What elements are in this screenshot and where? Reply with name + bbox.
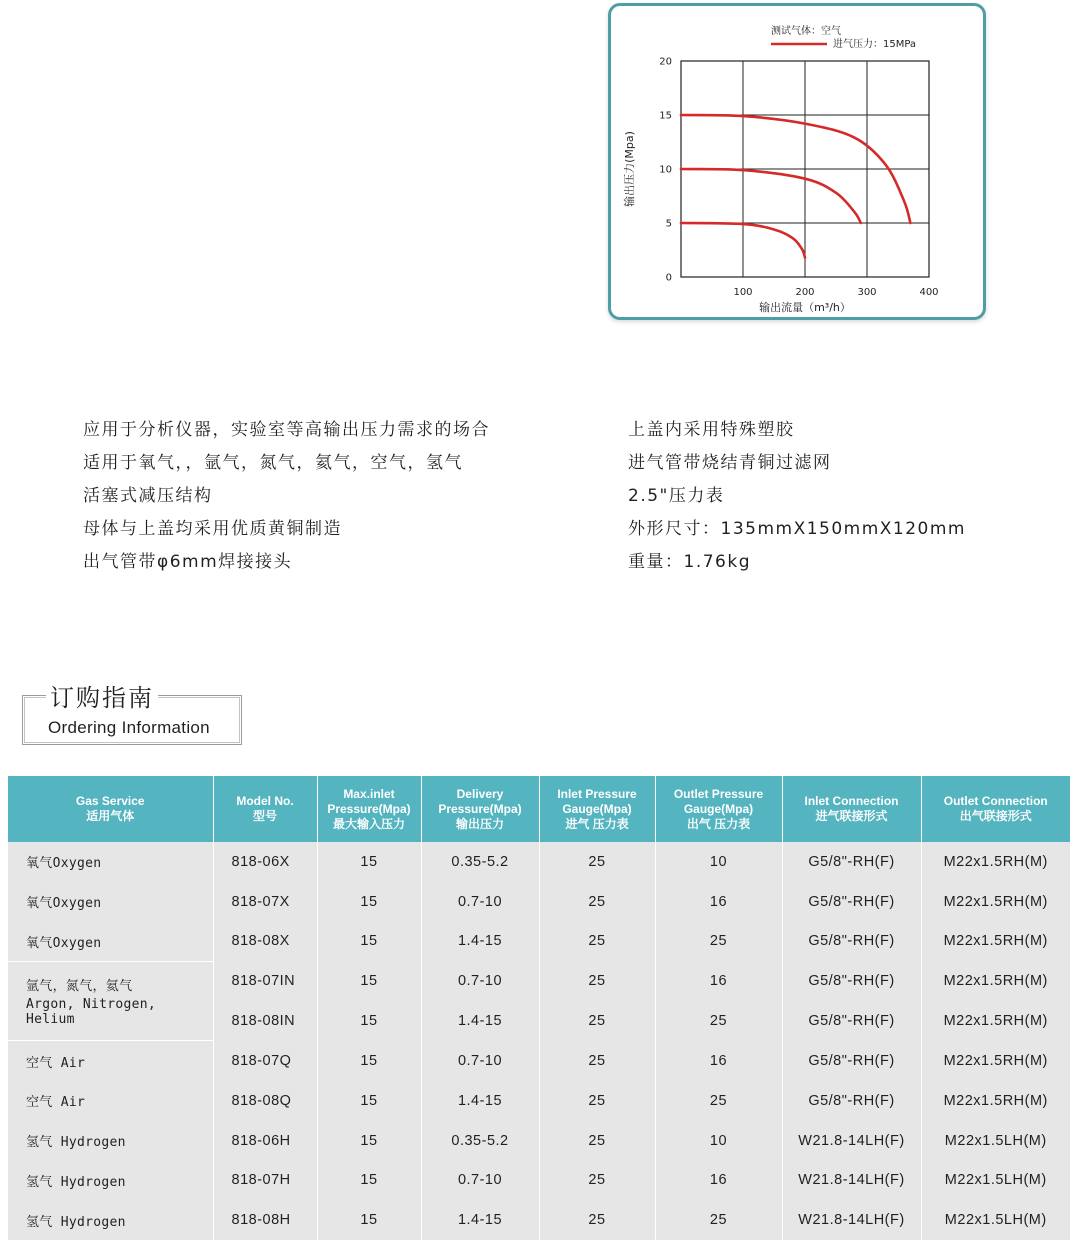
delivery-cell: 0.7-10 bbox=[421, 962, 539, 1002]
y-tick-label: 15 bbox=[659, 110, 672, 122]
outlet-gauge-cell: 25 bbox=[655, 1200, 782, 1240]
delivery-cell: 0.7-10 bbox=[421, 1041, 539, 1081]
inlet-gauge-cell: 25 bbox=[539, 962, 655, 1002]
flow-chart-card bbox=[608, 3, 986, 320]
delivery-cell: 0.7-10 bbox=[421, 1161, 539, 1201]
series-line-10 bbox=[681, 169, 861, 223]
outlet-connection-cell: M22x1.5RH(M) bbox=[921, 1041, 1070, 1081]
inlet-gauge-cell: 25 bbox=[539, 842, 655, 882]
max-inlet-cell: 15 bbox=[317, 882, 421, 922]
inlet-connection-cell: G5/8"-RH(F) bbox=[782, 921, 921, 961]
delivery-cell: 0.35-5.2 bbox=[421, 842, 539, 882]
y-tick-label: 20 bbox=[659, 56, 672, 68]
feature-item: 外形尺寸：135mmX150mmX120mm bbox=[628, 519, 966, 539]
inlet-connection-cell: W21.8-14LH(F) bbox=[782, 1200, 921, 1240]
feature-item: 活塞式减压结构 bbox=[83, 486, 213, 506]
outlet-connection-cell: M22x1.5RH(M) bbox=[921, 882, 1070, 922]
delivery-cell: 1.4-15 bbox=[421, 1001, 539, 1041]
delivery-cell: 1.4-15 bbox=[421, 1200, 539, 1240]
header-delivery: Delivery Pressure(Mpa) 输出压力 bbox=[421, 776, 539, 842]
header-max-inlet: Max.inlet Pressure(Mpa) 最大输入压力 bbox=[317, 776, 421, 842]
table-row bbox=[8, 1041, 1070, 1081]
gas-cell: 空气 Air bbox=[8, 1081, 213, 1121]
gas-cell bbox=[8, 962, 213, 1041]
gas-en: Argon, Nitrogen, Helium bbox=[26, 997, 157, 1028]
header-inlet-gauge: Inlet Pressure Gauge(Mpa) 进气 压力表 bbox=[539, 776, 655, 842]
outlet-connection-cell: M22x1.5RH(M) bbox=[921, 962, 1070, 1002]
inlet-gauge-cell: 25 bbox=[539, 1121, 655, 1161]
outlet-gauge-cell: 16 bbox=[655, 1161, 782, 1201]
model-cell: 818-08Q bbox=[213, 1081, 317, 1121]
max-inlet-cell: 15 bbox=[317, 842, 421, 882]
feature-item: 进气管带烧结青铜过滤网 bbox=[628, 453, 832, 473]
ordering-title-en: Ordering Information bbox=[48, 718, 210, 737]
max-inlet-cell: 15 bbox=[317, 1001, 421, 1041]
max-inlet-cell: 15 bbox=[317, 921, 421, 961]
model-cell: 818-06X bbox=[213, 842, 317, 882]
inlet-gauge-cell: 25 bbox=[539, 882, 655, 922]
table-row bbox=[8, 962, 1070, 1002]
x-tick-label: 200 bbox=[795, 287, 815, 298]
x-tick-label: 400 bbox=[919, 287, 939, 298]
gas-cell: 氧气Oxygen bbox=[8, 842, 213, 882]
inlet-connection-cell: W21.8-14LH(F) bbox=[782, 1161, 921, 1201]
feature-item: 重量：1.76kg bbox=[628, 552, 751, 572]
outlet-connection-cell: M22x1.5LH(M) bbox=[921, 1200, 1070, 1240]
model-cell: 818-07H bbox=[213, 1161, 317, 1201]
inlet-gauge-cell: 25 bbox=[539, 1081, 655, 1121]
inlet-connection-cell: G5/8"-RH(F) bbox=[782, 842, 921, 882]
outlet-connection-cell: M22x1.5RH(M) bbox=[921, 1001, 1070, 1041]
model-cell: 818-07X bbox=[213, 882, 317, 922]
outlet-connection-cell: M22x1.5RH(M) bbox=[921, 842, 1070, 882]
outlet-gauge-cell: 16 bbox=[655, 962, 782, 1002]
model-cell: 818-06H bbox=[213, 1121, 317, 1161]
x-tick-label: 300 bbox=[857, 287, 877, 298]
inlet-gauge-cell: 25 bbox=[539, 921, 655, 961]
outlet-connection-cell: M22x1.5LH(M) bbox=[921, 1161, 1070, 1201]
header-model-no: Model No. 型号 bbox=[213, 776, 317, 842]
table-row bbox=[8, 1081, 1070, 1121]
legend-entry: 进气压力：15MPa bbox=[833, 39, 917, 50]
outlet-connection-cell: M22x1.5LH(M) bbox=[921, 1121, 1070, 1161]
delivery-cell: 1.4-15 bbox=[421, 1081, 539, 1121]
y-tick-label: 10 bbox=[659, 164, 672, 176]
x-tick-label: 100 bbox=[733, 287, 753, 298]
flow-pressure-chart bbox=[611, 6, 983, 317]
table-row bbox=[8, 1121, 1070, 1161]
outlet-gauge-cell: 16 bbox=[655, 882, 782, 922]
inlet-connection-cell: W21.8-14LH(F) bbox=[782, 1121, 921, 1161]
outlet-gauge-cell: 25 bbox=[655, 921, 782, 961]
table-row bbox=[8, 921, 1070, 961]
model-cell: 818-08IN bbox=[213, 1001, 317, 1041]
outlet-connection-cell: M22x1.5RH(M) bbox=[921, 921, 1070, 961]
table-header-row bbox=[8, 776, 1070, 842]
gas-cn: 氩气，氮气，氦气 bbox=[26, 979, 133, 995]
header-inlet-connection: Inlet Connection 进气联接形式 bbox=[782, 776, 921, 842]
model-cell: 818-08X bbox=[213, 921, 317, 961]
gas-cell: 氢气 Hydrogen bbox=[8, 1200, 213, 1240]
model-cell: 818-07IN bbox=[213, 962, 317, 1002]
inlet-connection-cell: G5/8"-RH(F) bbox=[782, 1041, 921, 1081]
delivery-cell: 0.35-5.2 bbox=[421, 1121, 539, 1161]
delivery-cell: 0.7-10 bbox=[421, 882, 539, 922]
y-tick-label: 0 bbox=[665, 272, 672, 284]
gas-cell: 氧气Oxygen bbox=[8, 921, 213, 961]
inlet-connection-cell: G5/8"-RH(F) bbox=[782, 1001, 921, 1041]
outlet-gauge-cell: 10 bbox=[655, 842, 782, 882]
inlet-gauge-cell: 25 bbox=[539, 1001, 655, 1041]
x-axis-label: 输出流量（m³/h） bbox=[759, 301, 851, 314]
y-axis-label: 输出压力(Mpa) bbox=[623, 131, 636, 207]
model-cell: 818-07Q bbox=[213, 1041, 317, 1081]
table-row bbox=[8, 842, 1070, 882]
delivery-cell: 1.4-15 bbox=[421, 921, 539, 961]
inlet-connection-cell: G5/8"-RH(F) bbox=[782, 882, 921, 922]
max-inlet-cell: 15 bbox=[317, 1081, 421, 1121]
outlet-gauge-cell: 16 bbox=[655, 1041, 782, 1081]
inlet-gauge-cell: 25 bbox=[539, 1200, 655, 1240]
table-row bbox=[8, 882, 1070, 922]
features-right bbox=[628, 414, 966, 579]
ordering-title-cn: 订购指南 bbox=[46, 682, 158, 714]
gas-cell: 氢气 Hydrogen bbox=[8, 1161, 213, 1201]
ordering-heading bbox=[22, 682, 244, 746]
max-inlet-cell: 15 bbox=[317, 1200, 421, 1240]
header-outlet-connection: Outlet Connection 出气联接形式 bbox=[921, 776, 1070, 842]
outlet-connection-cell: M22x1.5RH(M) bbox=[921, 1081, 1070, 1121]
inlet-connection-cell: G5/8"-RH(F) bbox=[782, 1081, 921, 1121]
feature-item: 适用于氧气，，氩气，氮气，氦气，空气，氢气 bbox=[83, 453, 463, 473]
header-gas-service: Gas Service 适用气体 bbox=[8, 776, 213, 842]
model-cell: 818-08H bbox=[213, 1200, 317, 1240]
inlet-gauge-cell: 25 bbox=[539, 1041, 655, 1081]
max-inlet-cell: 15 bbox=[317, 1161, 421, 1201]
gas-cell: 空气 Air bbox=[8, 1041, 213, 1081]
gas-cell: 氧气Oxygen bbox=[8, 882, 213, 922]
feature-item: 2.5"压力表 bbox=[628, 486, 725, 506]
max-inlet-cell: 15 bbox=[317, 1121, 421, 1161]
table-row bbox=[8, 1161, 1070, 1201]
max-inlet-cell: 15 bbox=[317, 1041, 421, 1081]
header-outlet-gauge: Outlet Pressure Gauge(Mpa) 出气 压力表 bbox=[655, 776, 782, 842]
gas-cell: 氢气 Hydrogen bbox=[8, 1121, 213, 1161]
max-inlet-cell: 15 bbox=[317, 962, 421, 1002]
table-row bbox=[8, 1200, 1070, 1240]
inlet-connection-cell: G5/8"-RH(F) bbox=[782, 962, 921, 1002]
outlet-gauge-cell: 10 bbox=[655, 1121, 782, 1161]
ordering-table bbox=[8, 776, 1070, 1240]
inlet-gauge-cell: 25 bbox=[539, 1161, 655, 1201]
legend-title: 测试气体：空气 bbox=[771, 26, 841, 37]
feature-item: 出气管带φ6mm焊接接头 bbox=[83, 552, 293, 572]
feature-item: 上盖内采用特殊塑胶 bbox=[628, 420, 795, 440]
outlet-gauge-cell: 25 bbox=[655, 1081, 782, 1121]
y-tick-label: 5 bbox=[665, 218, 672, 230]
feature-item: 应用于分析仪器，实验室等高输出压力需求的场合 bbox=[83, 420, 490, 440]
features-left bbox=[83, 414, 490, 579]
feature-item: 母体与上盖均采用优质黄铜制造 bbox=[83, 519, 342, 539]
outlet-gauge-cell: 25 bbox=[655, 1001, 782, 1041]
